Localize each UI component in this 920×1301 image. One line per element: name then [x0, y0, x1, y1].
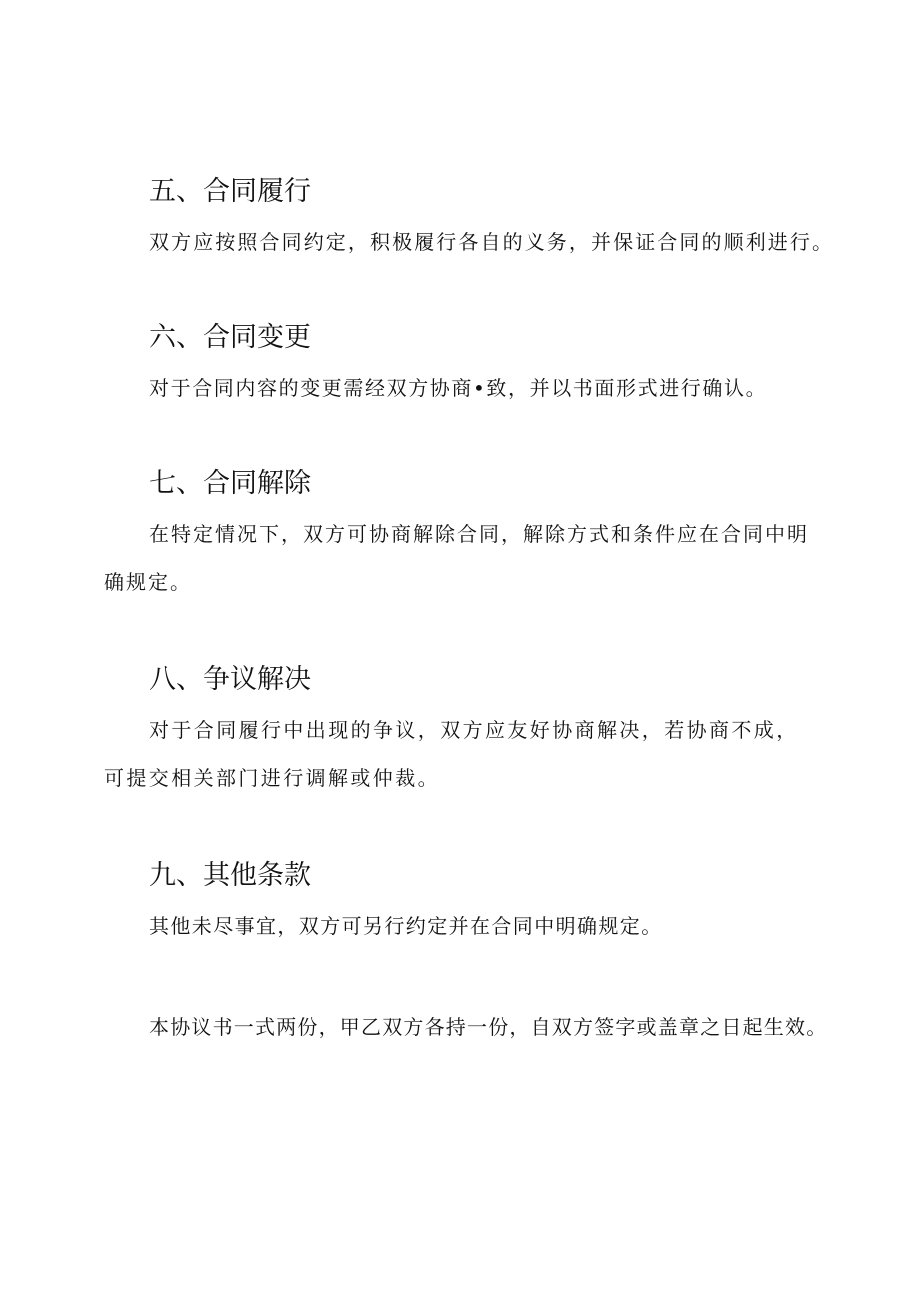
section-heading-termination: 七、合同解除: [149, 468, 311, 499]
section-heading-other-terms: 九、其他条款: [149, 860, 311, 891]
section-body-other-terms: 其他未尽事宜，双方可另行约定并在合同中明确规定。: [149, 914, 663, 938]
section-heading-dispute: 八、争议解决: [149, 664, 311, 695]
section-heading-modification: 六、合同变更: [149, 322, 311, 353]
section-heading-performance: 五、合同履行: [149, 176, 311, 207]
closing-statement: 本协议书一式两份，甲乙双方各持一份，自双方签字或盖章之日起生效。: [149, 1015, 828, 1039]
section-body-termination: 在特定情况下，双方可协商解除合同，解除方式和条件应在合同中明确规定。: [104, 522, 809, 594]
section-body-dispute: 对于合同履行中出现的争议，双方应友好协商解决，若协商不成，可提交相关部门进行调解或仲裁。: [104, 718, 799, 790]
section-body-performance: 双方应按照合同约定，积极履行各自的义务，并保证合同的顺利进行。: [149, 230, 835, 254]
section-body-modification: 对于合同内容的变更需经双方协商•致，并以书面形式进行确认。: [149, 376, 768, 400]
